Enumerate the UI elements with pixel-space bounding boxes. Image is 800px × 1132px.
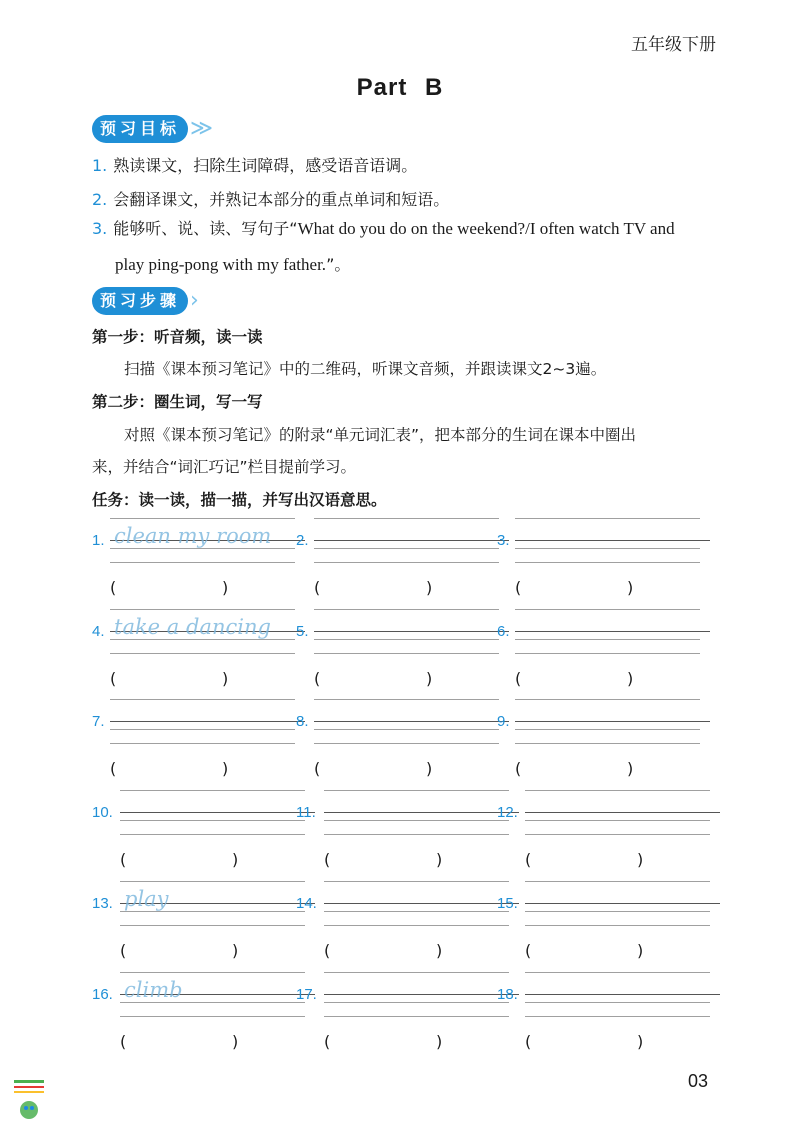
guide-line: [110, 729, 295, 730]
answer-blank[interactable]: [314, 540, 509, 541]
guide-line: [120, 925, 305, 926]
publisher-logo-icon: [12, 1078, 46, 1124]
section-steps-label: 预习步骤: [92, 287, 188, 315]
guide-line: [525, 1002, 710, 1003]
exercise-number: 3.: [497, 532, 510, 549]
goal-sentence: play ping-pong with my father.: [115, 255, 327, 274]
answer-blank[interactable]: [314, 721, 509, 722]
meaning-paren-open: (: [120, 850, 127, 869]
meaning-paren-open: (: [314, 669, 321, 688]
guide-line: [110, 518, 295, 519]
meaning-paren-open: (: [120, 941, 127, 960]
grade-label: 五年级下册: [631, 35, 716, 55]
answer-blank[interactable]: [525, 903, 720, 904]
guide-line: [515, 639, 700, 640]
chevron-icon: ≫: [190, 116, 214, 141]
guide-line: [324, 834, 509, 835]
guide-line: [525, 834, 710, 835]
guide-line: [314, 548, 499, 549]
guide-line: [120, 1002, 305, 1003]
goal-text: 熟读课文，扫除生词障碍，感受语音语调。: [113, 156, 418, 175]
guide-line: [110, 743, 295, 744]
guide-line: [324, 911, 509, 912]
page-number: 03: [687, 1071, 708, 1091]
guide-line: [515, 609, 700, 610]
answer-blank[interactable]: [525, 994, 720, 995]
guide-line: [324, 790, 509, 791]
meaning-paren-close: ): [426, 578, 433, 597]
meaning-paren-open: (: [515, 669, 522, 688]
goal-item: [92, 216, 722, 239]
answer-blank[interactable]: [515, 721, 710, 722]
exercise-number: 5.: [296, 623, 309, 640]
handwritten-trace: climb: [124, 978, 183, 1002]
goal-item: [92, 187, 449, 210]
meaning-paren-close: ): [426, 669, 433, 688]
guide-line: [515, 562, 700, 563]
step1-heading: 第一步：听音频，读一读: [92, 328, 263, 346]
guide-line: [525, 925, 710, 926]
guide-line: [525, 972, 710, 973]
exercise-number: 7.: [92, 713, 105, 730]
guide-line: [525, 1016, 710, 1017]
exercise-number: 18.: [497, 986, 518, 1003]
goal-item-continued: [115, 252, 350, 275]
meaning-paren-close: ): [627, 759, 634, 778]
guide-line: [110, 562, 295, 563]
step2-text: 对照《课本预习笔记》的附录“单元词汇表”，把本部分的生词在课本中圈出: [124, 426, 637, 444]
meaning-paren-close: ): [222, 578, 229, 597]
chevron-icon: ›: [190, 288, 199, 313]
guide-line: [120, 820, 305, 821]
goal-text: 能够听、说、读、写句子“: [113, 219, 298, 238]
answer-blank[interactable]: [324, 903, 519, 904]
goal-number: 1.: [92, 156, 108, 175]
meaning-paren-open: (: [120, 1032, 127, 1051]
exercise-number: 13.: [92, 895, 113, 912]
exercise-number: 14.: [296, 895, 317, 912]
answer-blank[interactable]: [525, 812, 720, 813]
meaning-paren-open: (: [525, 1032, 532, 1051]
exercise-number: 11.: [296, 804, 316, 821]
meaning-paren-open: (: [525, 850, 532, 869]
exercise-number: 16.: [92, 986, 113, 1003]
guide-line: [324, 972, 509, 973]
section-goals-badge: [92, 115, 213, 143]
guide-line: [120, 911, 305, 912]
guide-line: [324, 820, 509, 821]
guide-line: [110, 609, 295, 610]
exercise-number: 9.: [497, 713, 510, 730]
guide-line: [314, 609, 499, 610]
guide-line: [515, 729, 700, 730]
meaning-paren-close: ): [436, 941, 443, 960]
guide-line: [314, 699, 499, 700]
guide-line: [525, 881, 710, 882]
exercise-number: 1.: [92, 532, 105, 549]
step1-text: 扫描《课本预习笔记》中的二维码，听课文音频，并跟读课文2~3遍。: [124, 360, 607, 378]
answer-blank[interactable]: [324, 812, 519, 813]
meaning-paren-open: (: [515, 759, 522, 778]
exercise-number: 2.: [296, 532, 309, 549]
meaning-paren-open: (: [324, 941, 331, 960]
exercise-number: 12.: [497, 804, 518, 821]
guide-line: [515, 548, 700, 549]
page-title: Part B: [356, 74, 444, 101]
exercise-number: 8.: [296, 713, 309, 730]
guide-line: [120, 972, 305, 973]
guide-line: [120, 881, 305, 882]
guide-line: [120, 1016, 305, 1017]
guide-line: [515, 518, 700, 519]
guide-line: [120, 834, 305, 835]
exercise-number: 10.: [92, 804, 113, 821]
guide-line: [314, 653, 499, 654]
goal-text: 会翻译课文，并熟记本部分的重点单词和短语。: [113, 190, 450, 209]
goal-number: 3.: [92, 219, 108, 238]
exercise-number: 17.: [296, 986, 317, 1003]
meaning-paren-open: (: [110, 669, 117, 688]
guide-line: [515, 743, 700, 744]
section-goals-label: 预习目标: [92, 115, 188, 143]
handwritten-trace: clean my room: [114, 524, 272, 548]
guide-line: [314, 562, 499, 563]
meaning-paren-close: ): [637, 1032, 644, 1051]
answer-blank[interactable]: [120, 812, 315, 813]
goal-number: 2.: [92, 190, 108, 209]
meaning-paren-open: (: [324, 1032, 331, 1051]
handwritten-trace: play: [124, 887, 169, 911]
step2-heading: 第二步：圈生词，写一写: [92, 393, 263, 411]
goal-sentence: What do you do on the weekend?/I often watch TV and: [297, 219, 675, 238]
meaning-paren-open: (: [515, 578, 522, 597]
task-instruction: 任务：读一读，描一描，并写出汉语意思。: [92, 491, 387, 509]
section-steps-badge: [92, 287, 199, 315]
guide-line: [314, 639, 499, 640]
exercise-number: 4.: [92, 623, 105, 640]
guide-line: [515, 699, 700, 700]
guide-line: [314, 743, 499, 744]
meaning-paren-open: (: [324, 850, 331, 869]
step2-text: 来，并结合“词汇巧记”栏目提前学习。: [92, 458, 357, 476]
meaning-paren-close: ): [436, 1032, 443, 1051]
guide-line: [110, 699, 295, 700]
meaning-paren-close: ): [232, 850, 239, 869]
guide-line: [324, 881, 509, 882]
answer-blank[interactable]: [314, 631, 509, 632]
exercise-number: 6.: [497, 623, 510, 640]
guide-line: [324, 925, 509, 926]
meaning-paren-open: (: [110, 578, 117, 597]
guide-line: [314, 518, 499, 519]
guide-line: [324, 1016, 509, 1017]
guide-line: [120, 790, 305, 791]
meaning-paren-close: ): [627, 578, 634, 597]
answer-blank[interactable]: [324, 994, 519, 995]
answer-blank[interactable]: [515, 631, 710, 632]
meaning-paren-open: (: [314, 578, 321, 597]
guide-line: [314, 729, 499, 730]
meaning-paren-open: (: [314, 759, 321, 778]
meaning-paren-close: ): [222, 759, 229, 778]
meaning-paren-open: (: [110, 759, 117, 778]
meaning-paren-close: ): [436, 850, 443, 869]
goal-item: [92, 153, 417, 176]
meaning-paren-close: ): [627, 669, 634, 688]
goal-text-end: ”。: [326, 255, 351, 274]
meaning-paren-close: ): [222, 669, 229, 688]
guide-line: [525, 790, 710, 791]
guide-line: [324, 1002, 509, 1003]
guide-line: [110, 653, 295, 654]
guide-line: [110, 639, 295, 640]
meaning-paren-close: ): [426, 759, 433, 778]
meaning-paren-close: ): [637, 941, 644, 960]
exercise-number: 15.: [497, 895, 518, 912]
meaning-paren-close: ): [637, 850, 644, 869]
meaning-paren-close: ): [232, 1032, 239, 1051]
answer-blank[interactable]: [515, 540, 710, 541]
meaning-paren-open: (: [525, 941, 532, 960]
meaning-paren-close: ): [232, 941, 239, 960]
guide-line: [110, 548, 295, 549]
guide-line: [525, 820, 710, 821]
guide-line: [515, 653, 700, 654]
guide-line: [525, 911, 710, 912]
answer-blank[interactable]: [110, 721, 305, 722]
handwritten-trace: take a dancing: [114, 615, 271, 639]
